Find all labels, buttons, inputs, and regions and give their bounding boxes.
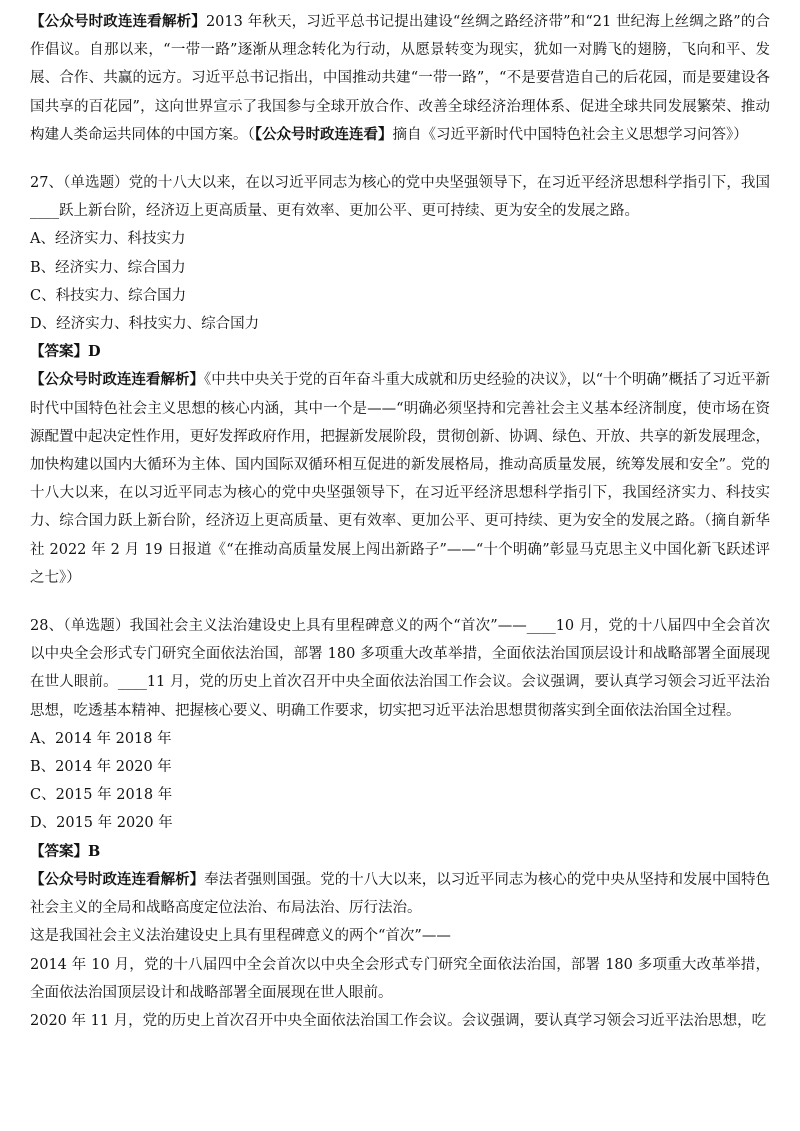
analysis-tag: 【公众号时政连连看解析】 [30, 371, 205, 389]
question-28-answer: 【答案】B [30, 842, 101, 860]
question-28-stem: 28、（单选题）我国社会主义法治建设史上具有里程碑意义的两个“首次”——____10 月，党的十八届四中全会首次以中央全会形式专门研究全面依法治国，部署 180 多项重大改革举措，全面依法治国顶层设计和战略部署全面展现在世人眼前。____11 月，党的历史上首次召开中央全面依法治国工作会议。会议强调，要认真学习领会习近平法治思想，吃透基本精神、把握核心要义、明确工作要求，切实把习近平法治思想贯彻落实到全面依法治国全过程。 [30, 618, 770, 719]
question-27-option-d: D、经济实力、科技实力、综合国力 [30, 316, 260, 333]
intro-text: 2013 年秋天，习近平总书记提出建设“丝绸之路经济带”和“21 世纪海上丝绸之路”的合作倡议。自那以来，“一带一路”逐渐从理念转化为行动，从愿景转变为现实，犹如一对腾飞的翅膀，飞向和平、发展、合作、共赢的远方。习近平总书记指出，中国推动共建“一带一路”，“不是要营造自己的后花园，而是要建设各国共享的百花园”，这向世界宣示了我国参与全球开放合作、改善全球经济治理体系、促进全球共同发展繁荣、推动构建人类命运共同体的中国方案。（ [30, 14, 771, 143]
question-28-option-b: B、2014 年 2020 年 [30, 759, 172, 776]
question-28-analysis-line-3: 2014 年 10 月，党的十八届四中全会首次以中央全会形式专门研究全面依法治国，部署 180 多项重大改革举措，全面依法治国顶层设计和战略部署全面展现在世人眼前。 [30, 956, 770, 1001]
question-27-option-c: C、科技实力、综合国力 [30, 287, 187, 304]
analysis-tag: 【公众号时政连连看解析】 [30, 13, 206, 30]
question-28-analysis-line-4: 2020 年 11 月，党的历史上首次召开中央全面依法治国工作会议。会议强调，要认真学习领会习近平法治思想，吃 [30, 1012, 767, 1029]
analysis-tag: 【公众号时政连连看解析】 [30, 870, 205, 888]
intro-paragraph [30, 8, 770, 149]
question-27-analysis [30, 366, 770, 592]
question-27-option-b: B、经济实力、综合国力 [30, 259, 186, 276]
question-28-analysis [30, 866, 770, 922]
question-28-analysis-line-2: 这是我国社会主义法治建设史上具有里程碑意义的两个“首次”—— [30, 928, 451, 945]
question-28-option-a: A、2014 年 2018 年 [30, 730, 172, 747]
intro-source: 摘自《习近平新时代中国特色社会主义思想学习问答》） [392, 126, 748, 143]
question-27-stem: 27、（单选题）党的十八大以来，在以习近平同志为核心的党中央坚强领导下，在习近平经济思想科学指引下，我国____跃上新台阶，经济迈上更高质量、更有效率、更加公平、更可持续、更为安全的发展之路。 [30, 175, 770, 220]
source-tag: 【公众号时政连连看】 [254, 125, 393, 143]
analysis-text: 奉法者强则国强。党的十八大以来，以习近平同志为核心的党中央从坚持和发展中国特色社会主义的全局和战略高度定位法治、布局法治、厉行法治。 [30, 871, 771, 917]
question-27-option-a: A、经济实力、科技实力 [30, 231, 186, 248]
question-28-option-d: D、2015 年 2020 年 [30, 815, 173, 832]
question-27-answer: 【答案】D [30, 343, 101, 361]
question-28-option-c: C、2015 年 2018 年 [30, 787, 173, 804]
analysis-text: 《中共中央关于党的百年奋斗重大成就和历史经验的决议》，以“十个明确”概括了习近平新时代中国特色社会主义思想的核心内涵，其中一个是——“明确必须坚持和完善社会主义基本经济制度，使市场在资源配置中起决定性作用，更好发挥政府作用，把握新发展阶段，贯彻创新、协调、绿色、开放、共享的新发展理念，加快构建以国内大循环为主体、国内国际双循环相互促进的新发展格局，推动高质量发展，统筹发展和安全”。党的十八大以来，在以习近平同志为核心的党中央坚强领导下，在习近平经济思想科学指引下，我国经济实力、科技实力、综合国力跃上新台阶，经济迈上更高质量、更有效率、更加公平、更可持续、更为安全的发展之路。（摘自新华社 2022 年 2 月 19 日报道《“在推动高质量发展上闯出新路子”——“十个明确”彰显马克思主义中国化新飞跃述评之七》） [30, 372, 771, 586]
